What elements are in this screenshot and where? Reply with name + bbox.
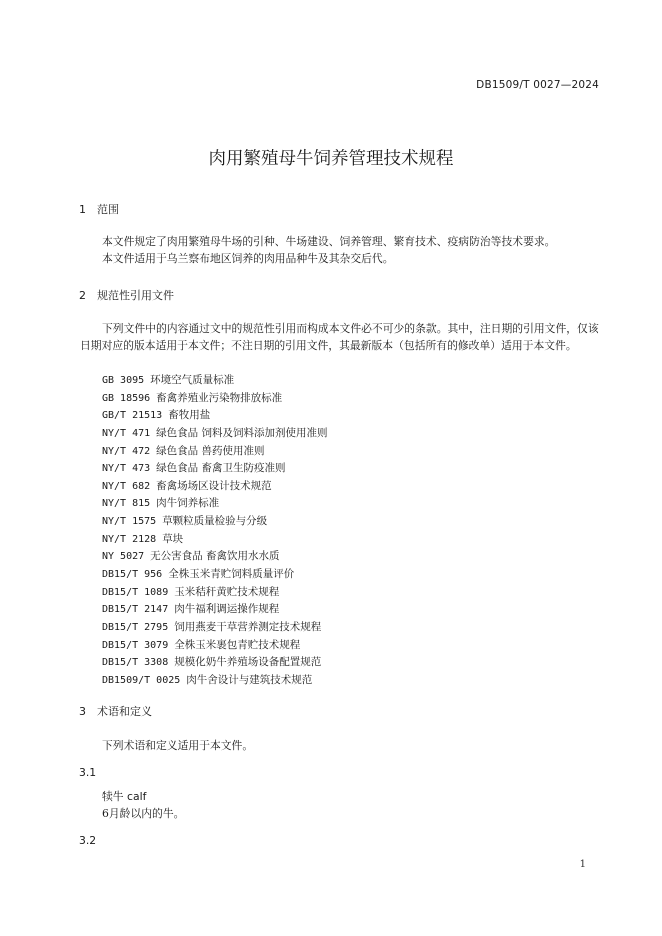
reference-code: DB15/T 2147 [102, 604, 169, 616]
section-title: 术语和定义 [97, 705, 152, 718]
reference-title: 草块 [162, 532, 184, 545]
section-title: 范围 [97, 203, 119, 216]
reference-title: 肉牛舍设计与建筑技术规范 [186, 673, 313, 686]
page-number: 1 [579, 859, 586, 870]
reference-code: DB15/T 3308 [102, 657, 169, 669]
reference-item [102, 619, 328, 637]
reference-title: 肉牛饲养标准 [156, 497, 220, 510]
reference-item [102, 390, 328, 408]
reference-code: NY 5027 [102, 551, 145, 563]
reference-code: NY/T 471 [102, 427, 151, 439]
reference-code: GB/T 21513 [102, 410, 163, 422]
reference-title: 绿色食品 畜禽卫生防疫准则 [156, 462, 286, 475]
reference-item [102, 672, 328, 690]
reference-title: 全株玉米裹包青贮技术规程 [174, 638, 301, 651]
reference-title: 肉牛福利调运操作规程 [174, 603, 280, 616]
reference-title: 规模化奶牛养殖场设备配置规范 [174, 656, 322, 669]
reference-item [102, 478, 328, 496]
reference-list [102, 372, 328, 690]
term-definition: 6月龄以内的牛。 [102, 807, 185, 820]
reference-code: DB15/T 2795 [102, 621, 169, 633]
reference-title: 玉米秸秆黄贮技术规程 [174, 585, 280, 598]
reference-title: 绿色食品 饲料及饲料添加剂使用准则 [156, 426, 328, 439]
term-number: 3.1 [79, 766, 97, 779]
reference-title: 环境空气质量标准 [150, 374, 235, 386]
section-heading-scope [79, 201, 119, 217]
reference-title: 绿色食品 兽药使用准则 [156, 444, 265, 457]
reference-item [102, 460, 328, 478]
terms-intro: 下列术语和定义适用于本文件。 [102, 739, 254, 752]
reference-code: NY/T 1575 [102, 516, 157, 528]
reference-item [102, 531, 328, 549]
section-number: 1 [79, 203, 86, 216]
reference-title: 畜禽养殖业污染物排放标准 [156, 391, 283, 404]
reference-item [102, 637, 328, 655]
reference-code: NY/T 472 [102, 445, 151, 457]
reference-item [102, 584, 328, 602]
reference-code: GB 18596 [102, 392, 151, 404]
section-title: 规范性引用文件 [97, 289, 174, 302]
document-title: 肉用繁殖母牛饲养管理技术规程 [208, 149, 454, 169]
scope-paragraph-1: 本文件规定了肉用繁殖母牛场的引种、牛场建设、饲养管理、繁育技术、疫病防治等技术要求。 [102, 235, 556, 248]
reference-code: NY/T 473 [102, 463, 151, 475]
term-name: 犊牛 calf [102, 790, 147, 803]
section-number: 3 [79, 705, 86, 718]
section-heading-normative [79, 287, 174, 303]
reference-code: NY/T 2128 [102, 533, 157, 545]
reference-item [102, 495, 328, 513]
reference-item [102, 601, 328, 619]
reference-code: NY/T 682 [102, 480, 151, 492]
reference-code: DB1509/T 0025 [102, 674, 181, 686]
reference-code: DB15/T 1089 [102, 586, 169, 598]
reference-item [102, 443, 328, 461]
reference-code: DB15/T 956 [102, 569, 163, 581]
scope-paragraph-2: 本文件适用于乌兰察布地区饲养的肉用品种牛及其杂交后代。 [102, 252, 394, 265]
term-number: 3.2 [79, 834, 97, 847]
reference-item [102, 513, 328, 531]
reference-code: GB 3095 [102, 375, 145, 386]
reference-title: 饲用燕麦干草营养测定技术规程 [174, 620, 322, 633]
reference-item [102, 566, 328, 584]
reference-title: 全株玉米青贮饲料质量评价 [168, 568, 295, 581]
reference-item [102, 548, 328, 566]
reference-item [102, 425, 328, 443]
normative-intro: 下列文件中的内容通过文中的规范性引用而构成本文件必不可少的条款。其中，注日期的引用文件，仅该日期对应的版本适用于本文件；不注日期的引用文件，其最新版本（包括所有的修改单）适用于本文件。 [80, 322, 599, 352]
reference-code: DB15/T 3079 [102, 639, 169, 651]
section-number: 2 [79, 289, 86, 302]
reference-item [102, 372, 328, 390]
reference-title: 畜禽场场区设计技术规范 [156, 479, 272, 492]
reference-title: 草颗粒质量检验与分级 [162, 515, 268, 528]
section-heading-terms [79, 703, 152, 719]
reference-title: 畜牧用盐 [168, 409, 211, 422]
document-code: DB1509/T 0027—2024 [476, 79, 599, 91]
reference-title: 无公害食品 畜禽饮用水水质 [150, 550, 280, 563]
reference-code: NY/T 815 [102, 498, 151, 510]
reference-item [102, 654, 328, 672]
reference-item [102, 407, 328, 425]
